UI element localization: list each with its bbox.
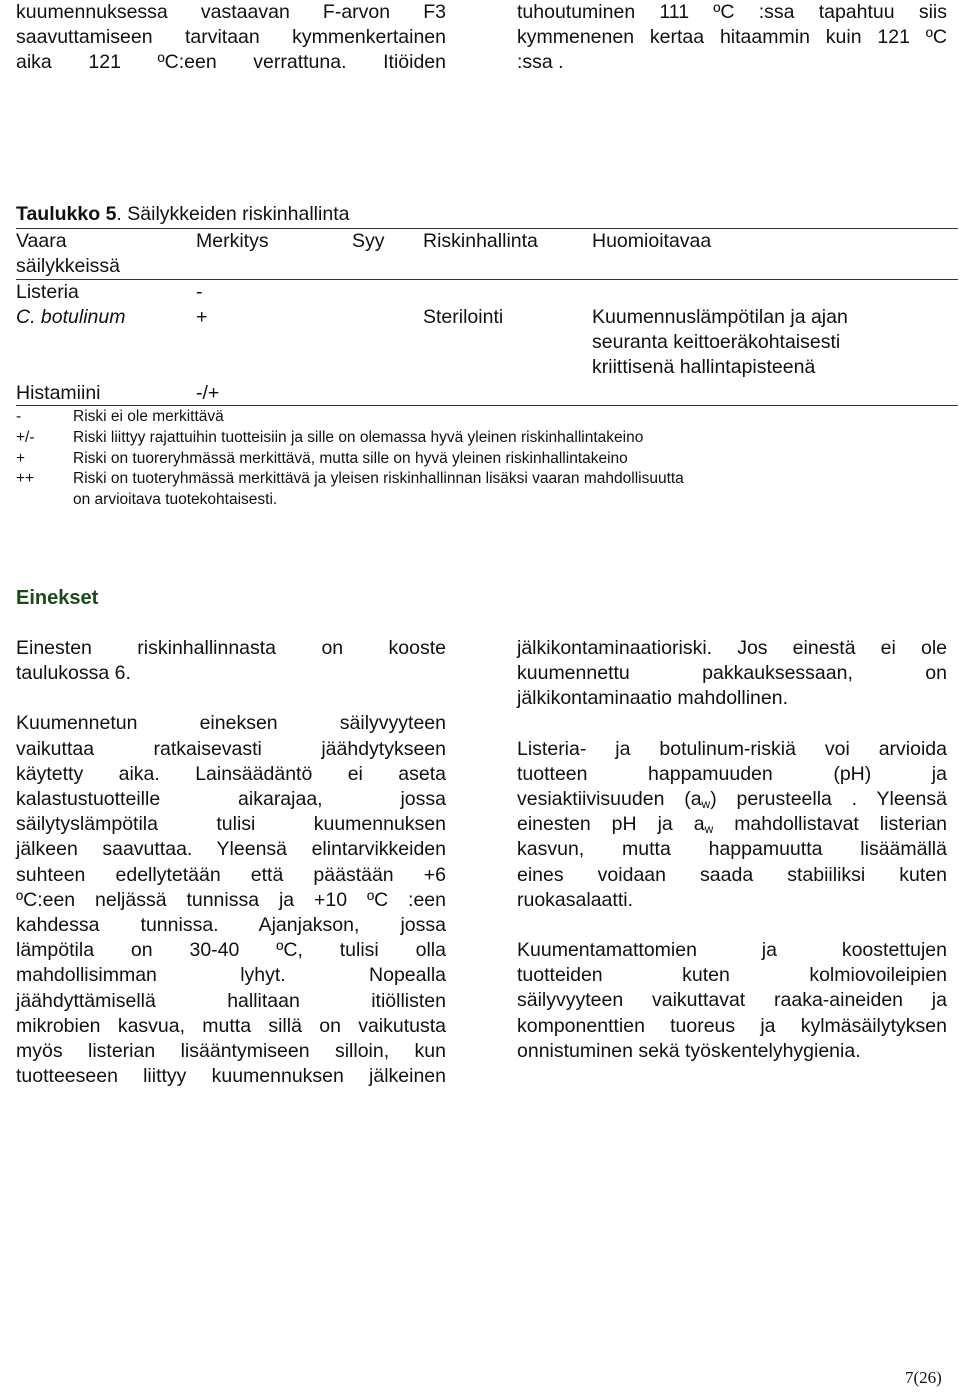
legend-text: Riski on tuoteryhmässä merkittävä ja yleisen riskinhallinnan lisäksi vaaran mahdollisuutta <box>73 470 684 487</box>
text-line: Kuumentamattomien ja koostettujen <box>517 939 947 962</box>
text-fragment: ) perusteella . Yleensä <box>710 788 947 811</box>
text-line: saavuttamiseen tarvitaan kymmenkertainen <box>16 26 446 49</box>
text-line: vaikuttaa ratkaisevasti jäähdytykseen <box>16 737 446 760</box>
text-line <box>517 812 947 837</box>
text-line: jälkikontaminaatioriski. Jos einestä ei ole <box>517 637 947 659</box>
legend-symbol: - <box>16 408 22 425</box>
row-botulinum-vaara: C. botulinum <box>16 306 126 328</box>
text-line: tuotteeseen liittyy kuumennuksen jälkeinen <box>16 1065 446 1088</box>
text-line: säilyvyyteen vaikuttavat raaka-aineiden ja <box>517 989 947 1012</box>
legend-text: Riski on tuoreryhmässä merkittävä, mutta sille on hyvä yleinen riskinhallintakeino <box>73 450 628 467</box>
text-line: Listeria- ja botulinum-riskiä voi arvioida <box>517 737 947 760</box>
legend-symbol: + <box>16 450 26 467</box>
text-fragment: einesten pH ja a <box>517 813 705 836</box>
legend-symbol: +/- <box>16 429 35 446</box>
text-line: lämpötila on 30-40 ºC, tulisi olla <box>16 939 446 962</box>
text-line: aika 121 ºC:een verrattuna. Itiöiden <box>16 51 446 74</box>
text-line: kuumennuksessa vastaavan F-arvon F3 <box>16 1 446 23</box>
header-huomioitavaa: Huomioitavaa <box>592 230 712 252</box>
row-listeria-merkitys: - <box>196 281 203 303</box>
left-column <box>16 636 446 1089</box>
header-merkitys: Merkitys <box>196 230 269 252</box>
header-syy: Syy <box>352 230 385 252</box>
text-line: kymmenenen kertaa hitaammin kuin 121 ºC <box>517 26 947 49</box>
legend-text: on arvioitava tuotekohtaisesti. <box>73 491 278 508</box>
text-line: eines voidaan saada stabiiliksi kuten <box>517 863 947 886</box>
text-line: mikrobien kasvua, mutta sillä on vaikutusta <box>16 1014 446 1037</box>
text-line: Einesten riskinhallinnasta on kooste <box>16 637 446 659</box>
text-line: :ssa . <box>517 51 564 74</box>
text-line: jäähdyttämisellä hallitaan itiöllisten <box>16 989 446 1012</box>
text-line: kahdessa tunnissa. Ajanjakson, jossa <box>16 914 446 937</box>
row-histamiini-vaara: Histamiini <box>16 382 101 404</box>
page-number: 7(26) <box>905 1368 942 1387</box>
text-line: jälkikontaminaatio mahdollinen. <box>517 687 788 710</box>
text-line: tuhoutuminen 111 ºC :ssa tapahtuu siis <box>517 1 947 23</box>
text-fragment: vesiaktiivisuuden (a <box>517 788 702 811</box>
subscript-w: w <box>704 822 714 837</box>
text-line: suhteen edellytetään että päästään +6 <box>16 863 446 886</box>
legend-text: Riski liittyy rajattuihin tuotteisiin ja sille on olemassa hyvä yleinen riskinhallintakeino <box>73 429 644 446</box>
row-histamiini-merkitys: -/+ <box>196 382 220 404</box>
text-line: jälkeen saavuttaa. Yleensä elintarvikkeiden <box>16 838 446 861</box>
text-line: onnistuminen sekä työskentelyhygienia. <box>517 1039 861 1062</box>
text-line: tuotteiden kuten kolmiovoileipien <box>517 964 947 987</box>
table-number: Taulukko 5 <box>16 203 117 225</box>
table-caption: . Säilykkeiden riskinhallinta <box>116 203 350 225</box>
text-line: tuotteen happamuuden (pH) ja <box>517 762 947 785</box>
top-left-column <box>16 0 446 76</box>
table-bottom-rule <box>16 405 958 406</box>
text-line: kalastustuotteille aikarajaa, jossa <box>16 788 446 811</box>
row-botulinum-merkitys: + <box>196 306 208 328</box>
legend-symbol: ++ <box>16 470 35 487</box>
text-fragment: mahdollistavat listerian <box>713 813 947 836</box>
top-right-column <box>517 0 947 76</box>
text-line: mahdollisimman lyhyt. Nopealla <box>16 964 446 987</box>
header-vaara: Vaara säilykkeissä <box>16 230 121 277</box>
text-line: käytetty aika. Lainsäädäntö ei aseta <box>16 762 446 785</box>
text-line: ºC:een neljässä tunnissa ja +10 ºC :een <box>16 888 446 911</box>
header-riskinhallinta: Riskinhallinta <box>423 230 538 252</box>
section-heading: Einekset <box>16 587 99 609</box>
text-line: kuumennettu pakkauksessaan, on <box>517 662 947 685</box>
text-line: taulukossa 6. <box>16 662 131 685</box>
row-botulinum-huomioitavaa: Kuumennuslämpötilan ja ajan seuranta keittoeräkohtaisesti kriittisenä hallintapisteenä <box>592 306 848 378</box>
row-botulinum-riskinhallinta: Sterilointi <box>423 306 504 328</box>
row-listeria-vaara: Listeria <box>16 281 79 303</box>
text-line: säilytyslämpötila tulisi kuumennuksen <box>16 813 446 836</box>
text-line <box>517 787 947 812</box>
subscript-w: w <box>701 797 711 812</box>
text-line: kasvun, mutta happamuutta lisäämällä <box>517 838 947 861</box>
text-line: Kuumennetun eineksen säilyvyyteen <box>16 712 446 735</box>
text-line: ruokasalaatti. <box>517 888 633 911</box>
table-header-rule <box>16 279 958 280</box>
legend-text: Riski ei ole merkittävä <box>73 408 224 425</box>
table-title <box>16 202 349 227</box>
right-column <box>517 636 947 1064</box>
text-line: komponenttien tuoreus ja kylmäsäilytyksen <box>517 1014 947 1037</box>
text-line: myös listerian lisääntymiseen silloin, kun <box>16 1040 446 1063</box>
